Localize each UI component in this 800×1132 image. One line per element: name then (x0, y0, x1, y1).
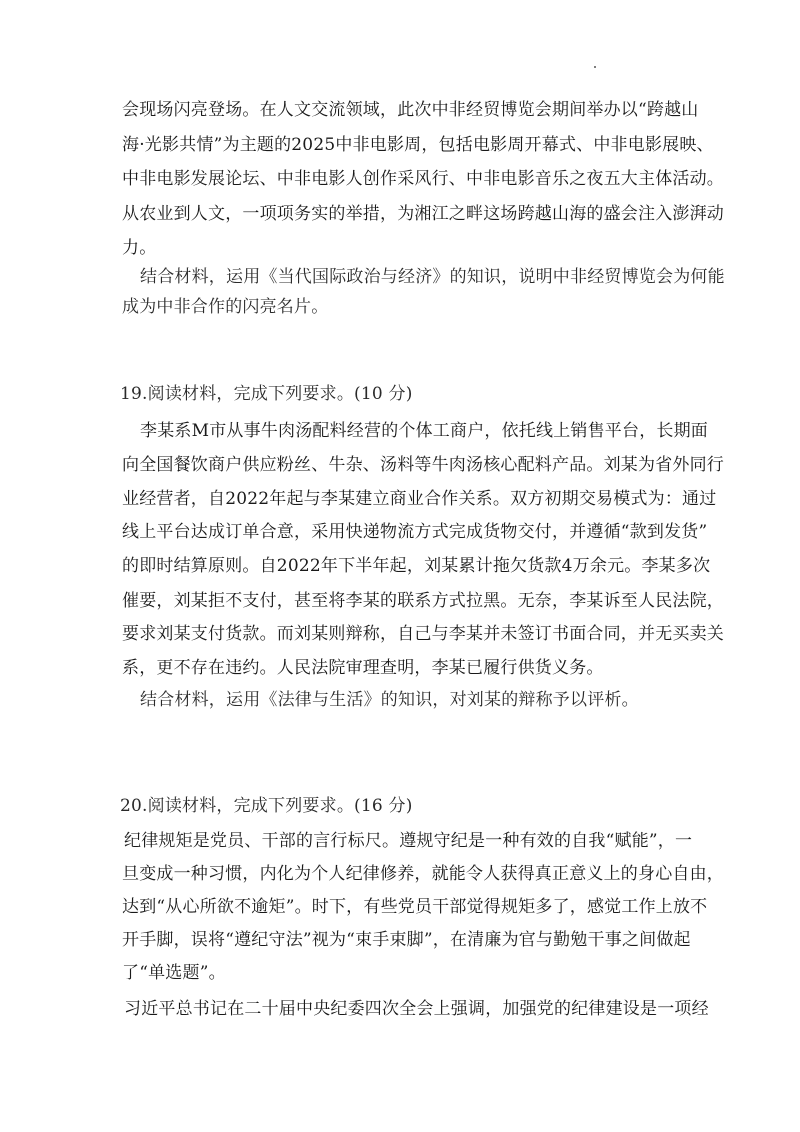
material-line: 力。 (122, 238, 157, 258)
material-line: 纪律规矩是党员、干部的言行标尺。遵规守纪是一种有效的自我“赋能”，一 (124, 831, 693, 851)
material-line: 李某系M市从事牛肉汤配料经营的个体工商户，依托线上销售平台，长期面 (140, 421, 709, 441)
material-line: 习近平总书记在二十届中央纪委四次全会上强调，加强党的纪律建设是一项经 (124, 999, 709, 1019)
material-line: 了“单选题”。 (122, 963, 226, 983)
material-line: 要求刘某支付货款。而刘某则辩称，自己与李某并未签订书面合同，并无买卖关 (122, 624, 724, 644)
material-line: 催要，刘某拒不支付，甚至将李某的联系方式拉黑。无奈，李某诉至人民法院， (122, 591, 724, 611)
material-line: 会现场闪亮登场。在人文交流领域，此次中非经贸博览会期间举办以“跨越山 (122, 100, 699, 120)
material-line: 的即时结算原则。自2022年下半年起，刘某累计拖欠货款4万余元。李某多次 (122, 556, 711, 576)
material-line: 旦变成一种习惯，内化为个人纪律修养，就能令人获得真正意义上的身心自由， (122, 864, 724, 884)
q20-heading: 20.阅读材料，完成下列要求。(16 分) (120, 796, 413, 816)
material-line: 从农业到人文，一项项务实的举措，为湘江之畔这场跨越山海的盛会注入澎湃动 (122, 204, 724, 224)
question-prompt: 结合材料，运用《法律与生活》的知识，对刘某的辩称予以评析。 (140, 690, 639, 710)
material-line: 线上平台达成订单合意，采用快递物流方式完成货物交付，并遵循“款到发货” (122, 522, 708, 542)
material-line: 达到“从心所欲不逾矩”。时下，有些党员干部觉得规矩多了，感觉工作上放不 (122, 897, 708, 917)
scan-speck (594, 66, 596, 68)
material-line: 海·光影共情”为主题的2025中非电影周，包括电影周开幕式、中非电影展映、 (122, 135, 714, 155)
material-line: 开手脚，误将“遵纪守法”视为“束手束脚”，在清廉为官与勤勉干事之间做起 (122, 930, 691, 950)
material-line: 中非电影发展论坛、中非电影人创作采风行、中非电影音乐之夜五大主体活动。 (122, 169, 724, 189)
question-prompt: 结合材料，运用《当代国际政治与经济》的知识，说明中非经贸博览会为何能 (140, 267, 725, 287)
material-line: 业经营者，自2022年起与李某建立商业合作关系。双方初期交易模式为：通过 (122, 489, 717, 509)
material-line: 向全国餐饮商户供应粉丝、牛杂、汤料等牛肉汤核心配料产品。刘某为省外同行 (122, 455, 724, 475)
q19-heading: 19.阅读材料，完成下列要求。(10 分) (120, 384, 413, 404)
question-prompt: 成为中非合作的闪亮名片。 (122, 297, 329, 317)
material-line: 系，更不存在违约。人民法院审理查明，李某已履行供货义务。 (122, 658, 604, 678)
